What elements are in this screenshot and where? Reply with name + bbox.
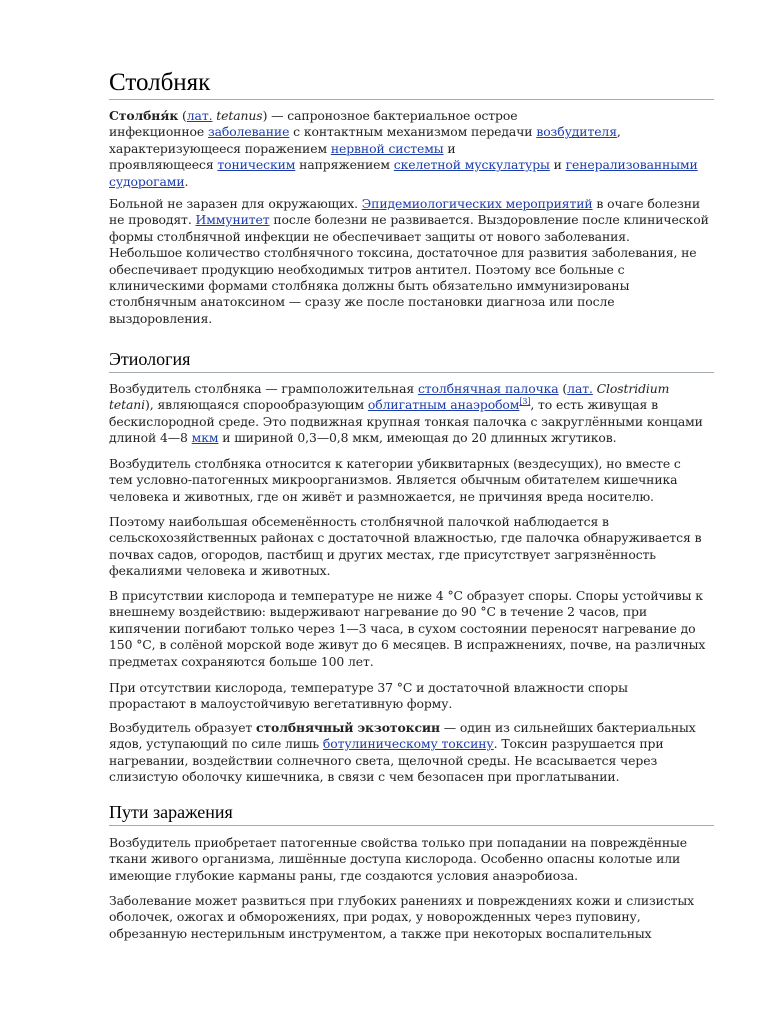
text-run: ( — [558, 381, 568, 396]
text-run: сельскохозяйственных районах с достаточной влажностью, где палочка обнаруживается в — [109, 530, 702, 546]
text-run: 150 °С, в солёной морской воде живут до 6 месяцев. В испражнениях, почве, на различных — [109, 637, 706, 653]
text-run: , то есть живущая в — [530, 397, 658, 413]
text-run: нагревании, воздействии солнечного света, щелочной среды. Не всасывается через — [109, 752, 658, 768]
etiology-paragraph-3 — [109, 514, 701, 580]
text-run: столбнячным анатоксином — сразу же после постановки диагноза или после — [109, 294, 615, 310]
article-link[interactable]: нервной системы — [330, 140, 444, 156]
bold-term: Столбня́к — [109, 108, 179, 123]
text-run: внешнему воздействию: выдерживают нагревание до 90 °С в течение 2 часов, при — [109, 604, 648, 620]
text-run: не проводят. — [109, 212, 196, 228]
text-run: бескислородной среде. Это подвижная крупная тонкая палочка с закруглёнными концами — [109, 413, 703, 429]
text-run: почвах садов, огородов, пастбищ и других местах, где присутствует загрязнённость — [109, 546, 656, 562]
text-run: фекалиями человека и животных. — [109, 563, 331, 579]
text-run: слизистую оболочку кишечника, в связи с чем безопасен при проглатывании. — [109, 769, 620, 785]
text-run: Заболевание может развиться при глубоких ранениях и повреждениях кожи и слизистых — [109, 893, 695, 908]
text-run: ), являющаяся спорообразующим — [145, 397, 368, 413]
text-run: Возбудитель приобретает патогенные свойства только при попадании на повреждённые — [109, 835, 688, 850]
article-title: Столбняк — [109, 69, 714, 100]
article-link[interactable]: ботулиническому токсину — [322, 736, 494, 752]
text-run: . Токсин разрушается при — [493, 736, 664, 752]
bold-term: столбнячный экзотоксин — [256, 720, 440, 735]
text-run: — один из сильнейших бактериальных — [439, 720, 696, 735]
text-run: Возбудитель столбняка — грамположительная — [109, 381, 418, 396]
article-link[interactable]: скелетной мускулатуры — [393, 157, 550, 173]
transmission-paragraph-2 — [109, 893, 694, 942]
article-link[interactable]: возбудителя — [536, 124, 617, 140]
text-run: ткани живого организма, лишённые доступа кислорода. Особенно опасны колотые или — [109, 851, 681, 867]
text-run: длиной 4—8 — [109, 430, 192, 446]
article-link[interactable]: лат. — [186, 108, 213, 123]
italic-term: tetani — [109, 397, 146, 413]
intro-paragraph-2 — [109, 196, 709, 327]
text-run: инфекционное — [109, 124, 208, 140]
article-link[interactable]: лат. — [567, 381, 593, 396]
text-run: ядов, уступающий по силе лишь — [109, 736, 323, 752]
italic-term: Clostridium — [596, 381, 670, 396]
text-run: обеспечивает продукцию необходимых титров антител. Поэтому все больные с — [109, 261, 625, 277]
intro-paragraph-1 — [109, 108, 698, 190]
text-run: ) — сапронозное бактериальное острое — [262, 108, 518, 123]
text-run: Возбудитель образует — [109, 720, 257, 735]
text-run: Небольшое количество столбнячного токсина, достаточное для развития заболевания, не — [109, 245, 697, 261]
text-run: с контактным механизмом передачи — [289, 124, 537, 140]
text-run: В присутствии кислорода и температуре не ниже 4 °С образует споры. Споры устойчивы к — [109, 588, 703, 603]
text-run: характеризующееся поражением — [109, 140, 331, 156]
italic-term: tetanus — [216, 108, 263, 123]
text-run: Возбудитель столбняка относится к категории убиквитарных (вездесущих), но вместе с — [109, 456, 681, 471]
article-link[interactable]: мкм — [191, 430, 219, 446]
text-run: после болезни не развивается. Выздоровление после клинической — [269, 212, 709, 228]
text-run: и — [443, 140, 456, 156]
etiology-paragraph-5 — [109, 680, 628, 713]
text-run: выздоровления. — [109, 310, 213, 326]
text-run: ( — [178, 108, 187, 123]
text-run: и шириной 0,3—0,8 мкм, имеющая до 20 длинных жгутиков. — [218, 430, 617, 446]
text-run: тем условно-патогенных микроорганизмов. Является обычным обитателем кишечника — [109, 472, 678, 488]
section-heading-transmission: Пути заражения — [109, 801, 714, 826]
article-link[interactable]: Иммунитет — [195, 212, 270, 228]
etiology-paragraph-2 — [109, 456, 681, 505]
text-run: проявляющееся — [109, 157, 218, 173]
text-run: напряжением — [295, 157, 394, 173]
text-run: прорастают в малоустойчивую вегетативную форму. — [109, 696, 453, 712]
article-link[interactable]: столбнячная палочка — [417, 381, 559, 396]
text-run: кипячении погибают только через 1—3 часа, в сухом состоянии переносят нагревание до — [109, 620, 696, 636]
text-run: клиническими формами столбняка должны быть обязательно иммунизированы — [109, 278, 630, 294]
text-run: предметах сохраняются больше 100 лет. — [109, 653, 374, 669]
article-link[interactable]: Эпидемиологических мероприятий — [361, 196, 593, 211]
reference-link[interactable]: [3] — [519, 397, 531, 407]
text-run: формы столбнячной инфекции не обеспечивает защиты от нового заболевания. — [109, 228, 630, 244]
text-run: . — [184, 173, 189, 189]
article-link[interactable]: генерализованными — [565, 157, 698, 173]
etiology-paragraph-6 — [109, 720, 696, 786]
article-link[interactable]: судорогами — [109, 173, 185, 189]
text-run: Больной не заразен для окружающих. — [109, 196, 362, 211]
text-run: При отсутствии кислорода, температуре 37 °С и достаточной влажности споры — [109, 680, 628, 695]
text-run: обрезанную нестерильным инструментом, а также при некоторых воспалительных — [109, 925, 652, 941]
text-run: оболочек, ожогах и обморожениях, при родах, у новорожденных через пуповину, — [109, 909, 641, 925]
text-run: имеющие глубокие карманы раны, где создаются условия анаэробиоза. — [109, 867, 578, 883]
text-run: , — [616, 124, 621, 140]
transmission-paragraph-1 — [109, 835, 687, 884]
etiology-paragraph-4 — [109, 588, 705, 670]
article-link[interactable]: тоническим — [217, 157, 296, 173]
text-run: в очаге болезни — [592, 196, 701, 211]
section-heading-etiology: Этиология — [109, 348, 714, 373]
text-run: человека и животных, где он живёт и размножается, не причиняя вреда носителю. — [109, 488, 654, 504]
text-run: и — [549, 157, 566, 173]
etiology-paragraph-1 — [109, 381, 703, 447]
article-link[interactable]: облигатным анаэробом — [367, 397, 520, 413]
text-run: Поэтому наибольшая обсеменённость столбнячной палочкой наблюдается в — [109, 514, 609, 529]
article-link[interactable]: заболевание — [207, 124, 290, 140]
